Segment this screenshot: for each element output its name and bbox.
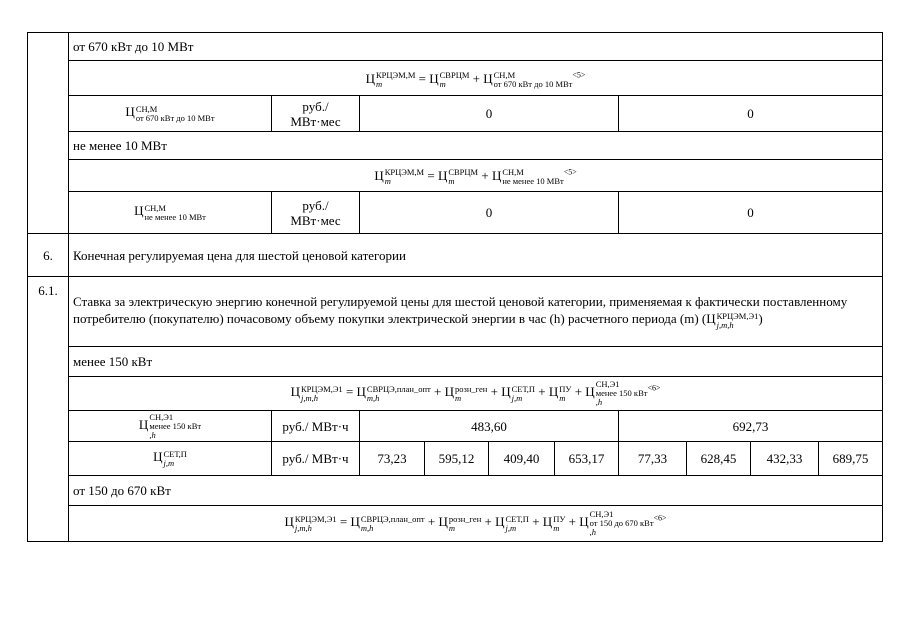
table-row — [28, 442, 883, 476]
formula-cell — [69, 160, 883, 192]
table-row — [28, 476, 883, 506]
empty-number-cell — [28, 33, 69, 234]
table-row — [28, 277, 883, 347]
unit-cell: руб./ МВт·мес — [272, 96, 360, 132]
formula: Ц КРЦЭМ,Э1 j,m,h = Ц СВРЦЭ,план_опт m,h + Ц розн_ген m + Ц СЕТ,П j,m + Ц ПУ m + Ц СН,Э1 от 150 до 670 кВт ,h $^{<6>}$ — [284, 509, 667, 537]
table-row — [28, 377, 883, 411]
section-number: 6. — [28, 234, 69, 277]
subgroup-title: менее 150 кВт — [69, 347, 883, 377]
section-title: Конечная регулируемая цена для шестой ценовой категории — [69, 234, 883, 277]
table-row — [28, 61, 883, 96]
table-row — [28, 96, 883, 132]
param-symbol: Ц СН,М от 670 кВт до 10 МВт — [69, 96, 272, 132]
value-cell: 595,12 — [425, 442, 489, 476]
table-row — [28, 192, 883, 234]
table-row — [28, 132, 883, 160]
unit-cell: руб./ МВт·ч — [272, 411, 360, 442]
value-cell: 692,73 — [619, 411, 883, 442]
value-cell: 0 — [360, 96, 619, 132]
unit-cell: руб./ МВт·ч — [272, 442, 360, 476]
table-row — [28, 506, 883, 542]
formula: Ц КРЦЭМ,М m = Ц СВРЦМ m + Ц СН,М не менее 10 МВт $^{<5>}$ — [374, 167, 577, 187]
value-cell: 628,45 — [687, 442, 751, 476]
value-cell: 409,40 — [489, 442, 555, 476]
table-row — [28, 411, 883, 442]
value-cell: 689,75 — [819, 442, 883, 476]
subgroup-title: от 670 кВт до 10 МВт — [69, 33, 883, 61]
subgroup-title: не менее 10 МВт — [69, 132, 883, 160]
table-row — [28, 33, 883, 61]
table-row — [28, 160, 883, 192]
subgroup-title: от 150 до 670 кВт — [69, 476, 883, 506]
section-number: 6.1. — [28, 277, 69, 542]
param-symbol: Ц СН,М не менее 10 МВт — [69, 192, 272, 234]
formula: Ц КРЦЭМ,Э1 j,m,h = Ц СВРЦЭ,план_опт m,h + Ц розн_ген m + Ц СЕТ,П j,m + Ц ПУ m + Ц СН,Э1 менее 150 кВт ,h $^{<6>}$ — [290, 379, 661, 407]
formula-cell — [69, 61, 883, 96]
formula-cell — [69, 506, 883, 542]
param-symbol: Ц СЕТ,П j,m — [69, 442, 272, 476]
formula-cell — [69, 377, 883, 411]
tariff-table — [27, 32, 883, 542]
table-row — [28, 347, 883, 377]
formula: Ц КРЦЭМ,М m = Ц СВРЦМ m + Ц СН,М от 670 кВт до 10 МВт $^{<5>}$ — [365, 69, 586, 89]
value-cell: 483,60 — [360, 411, 619, 442]
table-row — [28, 234, 883, 277]
value-cell: 0 — [619, 96, 883, 132]
value-cell: 653,17 — [555, 442, 619, 476]
value-cell: 0 — [360, 192, 619, 234]
value-cell: 73,23 — [360, 442, 425, 476]
value-cell: 432,33 — [751, 442, 819, 476]
unit-cell: руб./ МВт·мес — [272, 192, 360, 234]
section-title: Ставка за электрическую энергию конечной регулируемой цены для шестой ценовой категории, применяемая к фактически поставленному потребителю (покупателю) почасовому объему покупки электрической энергии в час (h) расчетного периода (m) (Ц КРЦЭМ,Э1 j,m,h ) — [69, 277, 883, 347]
value-cell: 77,33 — [619, 442, 687, 476]
value-cell: 0 — [619, 192, 883, 234]
param-symbol: Ц СН,Э1 менее 150 кВт ,h — [69, 411, 272, 442]
